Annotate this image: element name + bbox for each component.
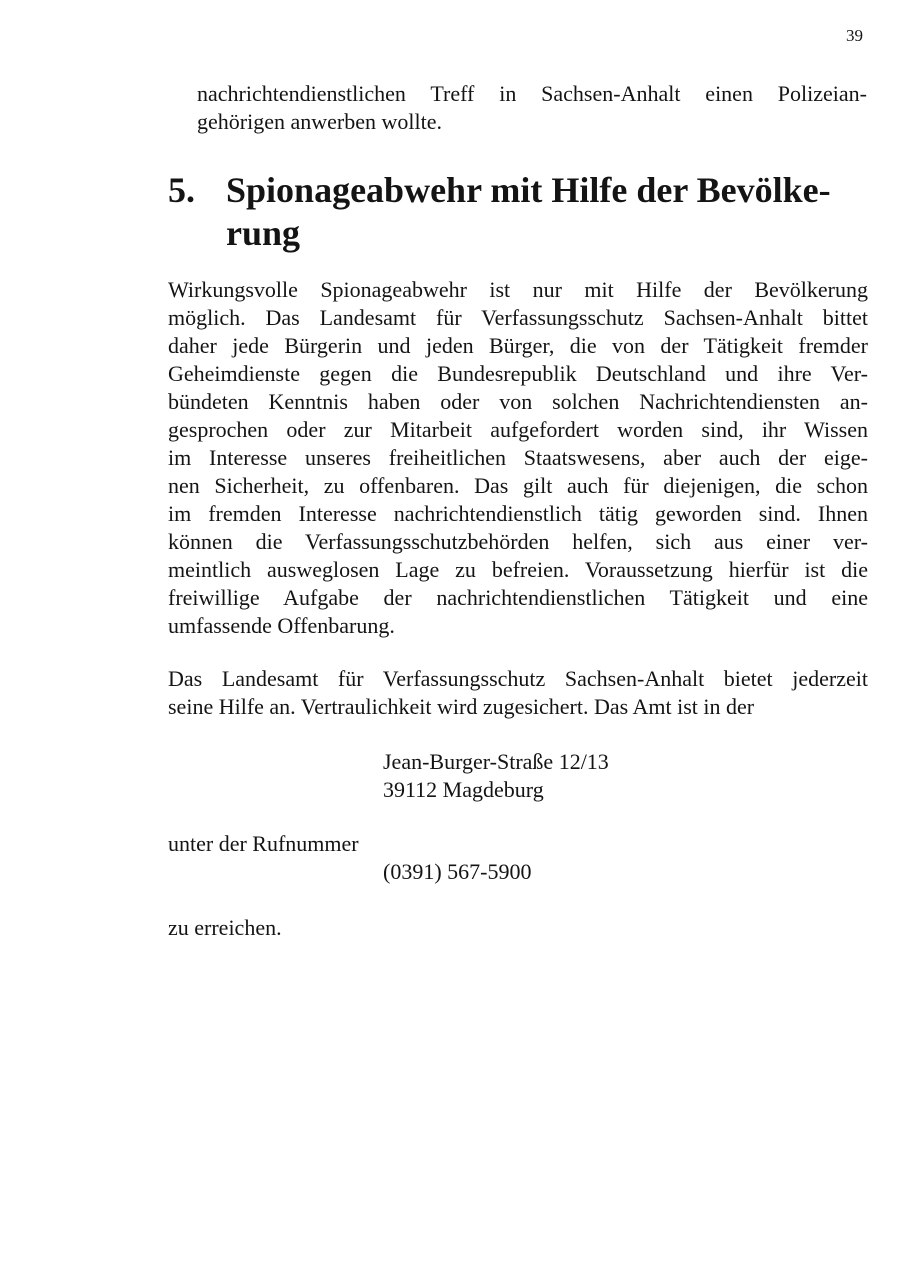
paragraph-line: meintlich ausweglosen Lage zu befreien. Voraussetzung hierfür ist die	[168, 557, 868, 582]
paragraph-line: nen Sicherheit, zu offenbaren. Das gilt auch für diejenigen, die schon	[168, 473, 868, 498]
paragraph-line: umfassende Offenbarung.	[168, 613, 395, 638]
phone-intro: unter der Rufnummer	[168, 831, 359, 856]
section-number: 5.	[168, 170, 195, 210]
paragraph-line: daher jede Bürgerin und jeden Bürger, die von der Tätigkeit fremder	[168, 333, 868, 358]
address-city: 39112 Magdeburg	[383, 777, 544, 802]
address-street: Jean-Burger-Straße 12/13	[383, 749, 609, 774]
phone-number: (0391) 567-5900	[383, 859, 532, 884]
paragraph-line: Das Landesamt für Verfassungsschutz Sachsen-Anhalt bietet jederzeit	[168, 666, 868, 691]
paragraph-line: freiwillige Aufgabe der nachrichtendienstlichen Tätigkeit und eine	[168, 585, 868, 610]
section-title-line: rung	[226, 213, 301, 253]
paragraph-line: können die Verfassungsschutzbehörden helfen, sich aus einer ver-	[168, 529, 868, 554]
paragraph-line: seine Hilfe an. Vertraulichkeit wird zugesichert. Das Amt ist in der	[168, 694, 755, 719]
paragraph-line: Wirkungsvolle Spionageabwehr ist nur mit Hilfe der Bevölkerung	[168, 277, 868, 302]
paragraph-line: Geheimdienste gegen die Bundesrepublik Deutschland und ihre Ver-	[168, 361, 868, 386]
paragraph-line: im fremden Interesse nachrichtendienstlich tätig geworden sind. Ihnen	[168, 501, 868, 526]
paragraph-line: im Interesse unseres freiheitlichen Staatswesens, aber auch der eige-	[168, 445, 868, 470]
section-title-line: Spionageabwehr mit Hilfe der Bevölke-	[226, 170, 831, 210]
paragraph-line: gesprochen oder zur Mitarbeit aufgefordert worden sind, ihr Wissen	[168, 417, 868, 442]
page-number: 39	[846, 26, 863, 45]
continuation-line: gehörigen anwerben wollte.	[197, 109, 442, 134]
paragraph-line: bündeten Kenntnis haben oder von solchen Nachrichtendiensten an-	[168, 389, 868, 414]
paragraph-line: möglich. Das Landesamt für Verfassungsschutz Sachsen-Anhalt bittet	[168, 305, 868, 330]
closing-text: zu erreichen.	[168, 915, 282, 940]
continuation-line: nachrichtendienstlichen Treff in Sachsen-Anhalt einen Polizeian-	[197, 81, 867, 106]
